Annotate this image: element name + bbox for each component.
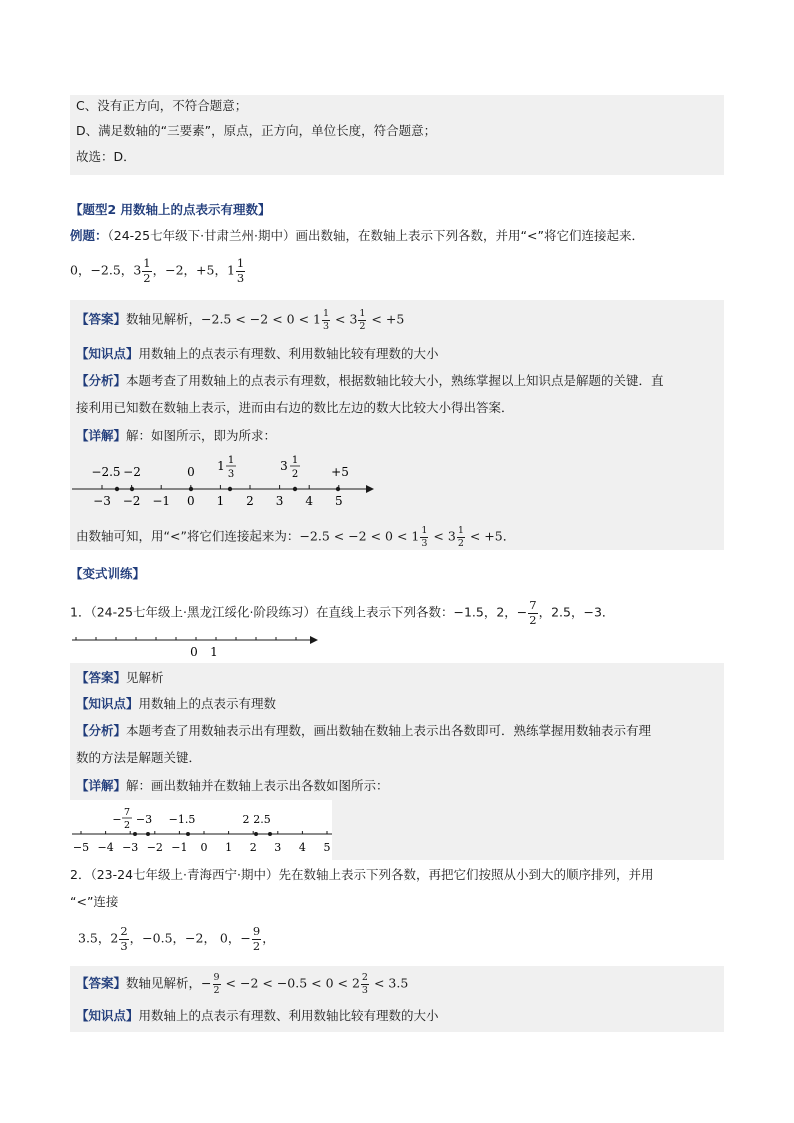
- label-minus-3: −3: [135, 813, 153, 826]
- answer-text: 数轴见解析，: [126, 311, 202, 327]
- label-three-whole: 3: [280, 459, 288, 473]
- axis2-tick-label: −2: [146, 841, 163, 854]
- fraction-one-third: [236, 258, 245, 284]
- axis1-tick-label: 3: [275, 494, 284, 508]
- fraction-denominator: 2: [252, 938, 261, 953]
- axis1-tick-label: 0: [186, 494, 195, 508]
- question-2-line-2: “<”连接: [70, 894, 119, 909]
- axis2-tick-label: 0: [200, 841, 208, 854]
- q2-fraction-2: [252, 926, 261, 952]
- knowledge-tag: 【知识点】: [76, 1008, 139, 1023]
- fraction-one-half: [142, 258, 151, 284]
- detail-tag: 【详解】: [76, 778, 127, 793]
- label-one-whole: 1: [217, 459, 225, 473]
- conclusion-fraction-2: [457, 526, 465, 548]
- fraction-denominator: 2: [143, 270, 151, 285]
- numbers-part-c: ，−2，+5，: [152, 262, 227, 278]
- fraction-numerator: 1: [322, 308, 330, 319]
- q2-knowledge-line: [76, 1007, 439, 1025]
- number-line-2: [70, 800, 332, 860]
- answer-fraction-2: [358, 309, 366, 331]
- point-minus-3: [146, 832, 150, 836]
- axis2-tick-label: 3: [274, 841, 282, 854]
- q2-fraction-1: [119, 926, 128, 952]
- solution-continuation: [70, 95, 724, 175]
- answer-block-1: [70, 300, 724, 550]
- conclusion-expr-c: < +5．: [465, 528, 516, 544]
- q1-answer-line: [76, 669, 164, 687]
- fraction-numerator: 1: [457, 525, 464, 536]
- example-question: [70, 227, 644, 245]
- point-plus-5: [336, 487, 340, 491]
- q1-text-a: 1．（24-25七年级上·黑龙江绥化·阶段练习）在直线上表示下列各数：−1.5，2，−: [70, 604, 528, 620]
- fraction-denominator: 2: [529, 612, 537, 627]
- fraction-numerator: 1: [359, 308, 366, 319]
- analysis-line-1: [76, 372, 664, 390]
- q1-knowledge-line: [76, 695, 276, 713]
- analysis-tag: 【分析】: [76, 723, 127, 738]
- label-three-den: 2: [291, 469, 299, 480]
- answer-tag: 【答案】: [76, 311, 127, 327]
- fraction-denominator: 2: [213, 984, 220, 996]
- axis2-tick-label: −3: [122, 841, 139, 854]
- label-frac-den: 2: [123, 820, 131, 831]
- q1-analysis-line-2: 数的方法是解题关键．: [76, 750, 202, 765]
- knowledge-text: 用数轴上的点表示有理数、利用数轴比较有理数的大小: [138, 346, 439, 361]
- knowledge-tag: 【知识点】: [76, 346, 139, 361]
- fraction-denominator: 2: [457, 537, 464, 549]
- analysis-line-2: 接利用已知数在数轴上表示，进而由右边的数比左边的数大比较大小得出答案．: [76, 400, 514, 415]
- point-three-half: [293, 487, 297, 491]
- answer-block-3: [70, 966, 724, 1032]
- numbers-whole-d: 1: [226, 262, 235, 278]
- label-neg-sign: −: [112, 813, 122, 826]
- point-zero: [189, 487, 193, 491]
- label-one-num: 1: [227, 455, 235, 466]
- label-minus-2-5: −2.5: [91, 465, 121, 479]
- knowledge-line: [76, 345, 439, 363]
- q2-ans-fraction-1: [213, 973, 221, 995]
- label-zero: 0: [187, 465, 195, 479]
- knowledge-text: 用数轴上的点表示有理数、利用数轴比较有理数的大小: [138, 1008, 439, 1023]
- question-2-numbers: [78, 926, 275, 952]
- detail-text: 解：如图所示，即为所求：: [126, 428, 277, 443]
- q2-ans-mid: < −2 < −0.5 < 0 < 2: [221, 975, 360, 991]
- fraction-numerator: 7: [529, 598, 537, 612]
- numbers-part-a: 0，−2.5，: [70, 262, 134, 278]
- point-minus-2: [130, 487, 134, 491]
- answer-tag: 【答案】: [76, 670, 127, 685]
- blank-axis-label-0: 0: [190, 645, 198, 659]
- axis2-tick-label: 2: [249, 841, 257, 854]
- fraction-denominator: 3: [322, 320, 330, 332]
- axis1-tick-label: −3: [93, 494, 111, 508]
- detail-text: 解：画出数轴并在数轴上表示出各数如图所示：: [126, 778, 389, 793]
- conclusion-line: [76, 526, 515, 548]
- point-minus-3-5: [133, 832, 137, 836]
- axis1-tick-label: 5: [334, 494, 343, 508]
- fraction-denominator: 3: [236, 270, 245, 285]
- fraction-numerator: 9: [252, 924, 261, 938]
- axis2-tick-label: −4: [97, 841, 114, 854]
- example-label: 例题：: [70, 228, 108, 243]
- fraction-numerator: 1: [143, 256, 151, 270]
- question-2-line-1: 2．（23-24七年级上·青海西宁·期中）先在数轴上表示下列各数，再把它们按照从小到大的顺序排列，并用: [70, 867, 654, 882]
- point-2: [254, 832, 258, 836]
- label-one-den: 3: [227, 469, 235, 480]
- label-three-num: 1: [291, 455, 299, 466]
- fraction-denominator: 2: [359, 320, 366, 332]
- fraction-denominator: 3: [120, 938, 128, 953]
- option-d-line: D、满足数轴的“三要素”，原点，正方向，单位长度，符合题意；: [76, 123, 437, 138]
- detail-tag: 【详解】: [76, 428, 127, 443]
- choice-line: 故选：D．: [76, 149, 136, 164]
- fraction-numerator: 1: [236, 256, 245, 270]
- label-two: 2: [242, 813, 250, 826]
- point-minus-2-5: [115, 487, 119, 491]
- axis1-tick-label: −2: [122, 494, 141, 508]
- example-text: （24-25七年级下·甘肃兰州·期中）画出数轴，在数轴上表示下列各数，并用“<”将它们连接起来．: [107, 228, 644, 243]
- knowledge-tag: 【知识点】: [76, 696, 139, 711]
- q1-fraction: [528, 600, 537, 626]
- example-numbers: [70, 258, 246, 284]
- axis2-tick-label: −5: [72, 841, 90, 854]
- conclusion-expr-a: −2.5 < −2 < 0 < 1: [299, 528, 420, 544]
- q2-ans-fraction-2: [361, 973, 369, 995]
- q2-nums-c: ，: [262, 930, 275, 946]
- analysis-text-1: 本题考查了用数轴表示出有理数，画出数轴在数轴上表示出各数即可．熟练掌握用数轴表示有理: [126, 723, 652, 738]
- section-heading: 【题型2 用数轴上的点表示有理数】: [70, 202, 271, 217]
- point-2-5: [268, 832, 272, 836]
- q2-ans-end: < 3.5: [369, 975, 409, 991]
- axis1-tick-label: −1: [152, 494, 171, 508]
- axis2-tick-label: 5: [323, 841, 331, 854]
- label-two-point-five: 2.5: [253, 813, 271, 826]
- detail-line: [76, 427, 276, 445]
- analysis-tag: 【分析】: [76, 373, 127, 388]
- q1-detail-line: [76, 777, 389, 795]
- fraction-denominator: 3: [361, 984, 368, 996]
- point-minus-1-5: [186, 832, 190, 836]
- axis-arrow-icon: [366, 485, 374, 493]
- axis1-tick-label: 4: [305, 494, 314, 508]
- fraction-numerator: 1: [421, 525, 428, 536]
- conclusion-expr-b: < 3: [429, 528, 456, 544]
- answer-expr-b: < 3: [331, 311, 358, 327]
- fraction-numerator: 2: [361, 972, 368, 983]
- answer-expr-a: −2.5 < −2 < 0 < 1: [201, 311, 321, 327]
- q2-answer-line: [76, 973, 408, 995]
- answer-line: [76, 309, 404, 331]
- q2-nums-b: ，−0.5，−2， 0，−: [129, 930, 251, 946]
- answer-expr-c: < +5: [367, 311, 405, 327]
- conclusion-fraction-1: [420, 526, 428, 548]
- q1-text-b: ，2.5，−3．: [538, 604, 615, 620]
- number-line-1: [70, 450, 390, 510]
- fraction-numerator: 9: [213, 972, 220, 983]
- axis1-tick-label: 2: [246, 494, 254, 508]
- label-minus-1-5: −1.5: [168, 813, 196, 826]
- axis1-tick-label: 1: [216, 494, 225, 508]
- conclusion-text: 由数轴可知，用“<”将它们连接起来为：: [76, 528, 300, 544]
- q1-analysis-line-1: [76, 722, 651, 740]
- q2-nums-a: 3.5，2: [78, 930, 119, 946]
- answer-text: 数轴见解析，−: [126, 975, 212, 991]
- label-frac-num: 7: [123, 807, 131, 818]
- fraction-denominator: 3: [421, 537, 428, 549]
- answer-text: 见解析: [126, 670, 164, 685]
- axis2-tick-label: 4: [298, 841, 306, 854]
- answer-fraction-1: [322, 309, 330, 331]
- blank-number-line: [70, 628, 330, 660]
- question-1: [70, 600, 614, 626]
- blank-axis-label-1: 1: [210, 645, 218, 659]
- option-c-line: C、没有正方向，不符合题意；: [76, 98, 248, 113]
- variant-heading: 【变式训练】: [70, 566, 146, 581]
- numbers-whole-b: 3: [133, 262, 142, 278]
- answer-tag: 【答案】: [76, 975, 127, 991]
- fraction-numerator: 2: [120, 924, 128, 938]
- axis2-tick-label: −1: [171, 841, 188, 854]
- knowledge-text: 用数轴上的点表示有理数: [138, 696, 277, 711]
- axis-arrow-icon: [310, 636, 318, 644]
- point-one-third: [228, 487, 232, 491]
- label-minus-2: −2: [123, 465, 141, 479]
- axis2-tick-label: 1: [225, 841, 233, 854]
- analysis-text-1: 本题考查了用数轴上的点表示有理数，根据数轴比较大小，熟练掌握以上知识点是解题的关键．直: [126, 373, 664, 388]
- label-plus-5: +5: [331, 465, 349, 479]
